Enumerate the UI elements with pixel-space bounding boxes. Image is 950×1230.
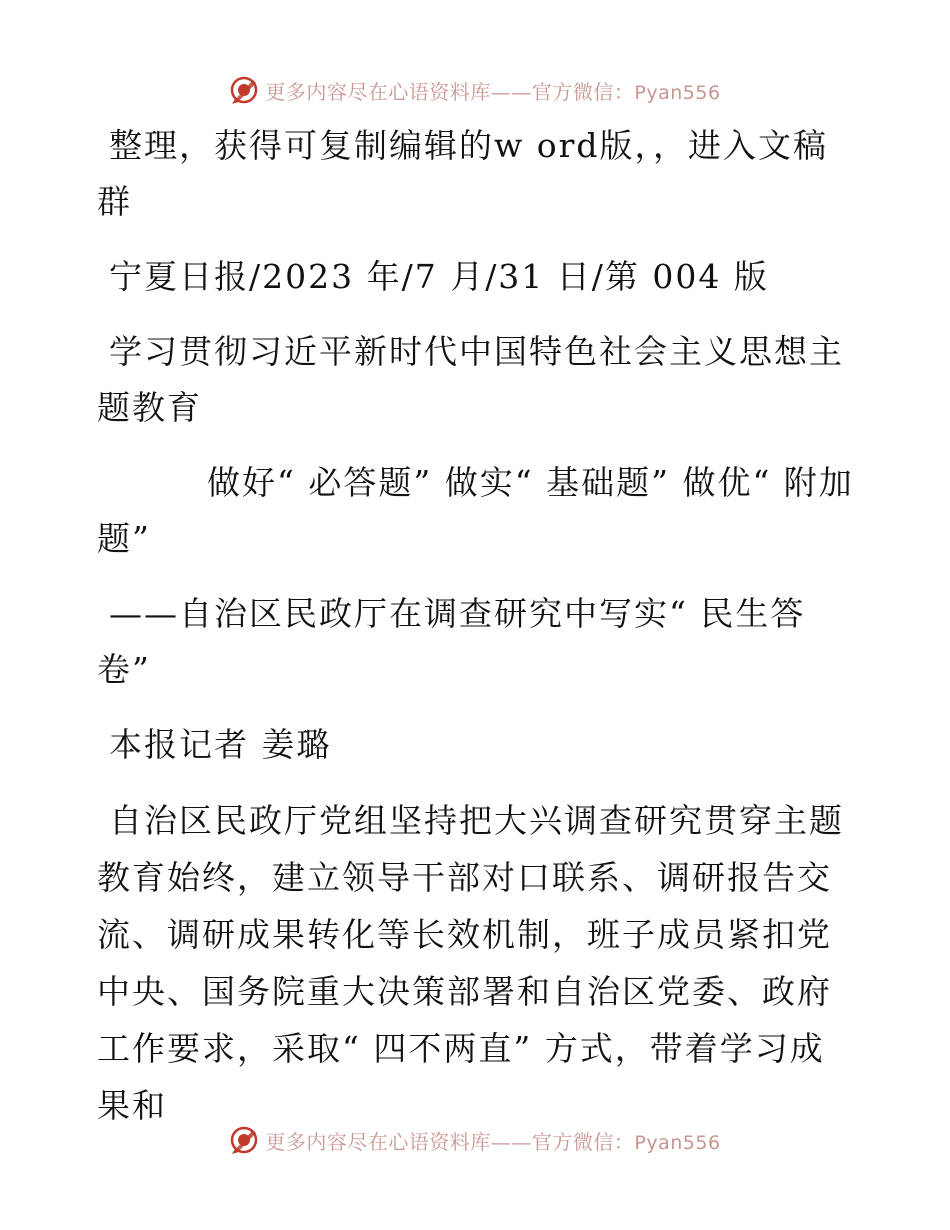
- subheadline: ——自治区民政厅在调查研究中写实“ 民生答卷”: [97, 594, 806, 689]
- body-paragraph: 自治区民政厅党组坚持把大兴调查研究贯穿主题教育始终，建立领导干部对口联系、调研报告交流、调研成果转化等长效机制，班子成员紧扣党中央、国务院重大决策部署和自治区党委、政府工作要求，采取“ 四不两直” 方式，带着学习成果和: [97, 801, 844, 1125]
- source-line: 宁夏日报/2023 年/7 月/31 日/第 004 版: [109, 257, 769, 296]
- column-title: 学习贯彻习近平新时代中国特色社会主义思想主题教育: [97, 332, 844, 427]
- intro-line: 整理，获得可复制编辑的w ord版，，进入文稿群: [97, 126, 829, 221]
- pen-seal-logo-icon: [229, 75, 259, 105]
- headline: 做好“ 必答题” 做实“ 基础题” 做优“ 附加题”: [97, 463, 854, 558]
- wechat-id: Pyan556: [634, 81, 721, 104]
- header-watermark: [0, 70, 950, 110]
- document-body: [97, 118, 857, 1153]
- pen-seal-logo-icon: [229, 1125, 259, 1155]
- footer-watermark: [0, 1120, 950, 1160]
- watermark-text: 更多内容尽在心语资料库——官方微信：Pyan556: [265, 79, 721, 104]
- wechat-id: Pyan556: [634, 1131, 721, 1154]
- watermark-text: 更多内容尽在心语资料库——官方微信：Pyan556: [265, 1129, 721, 1154]
- byline: 本报记者 姜璐: [109, 725, 332, 764]
